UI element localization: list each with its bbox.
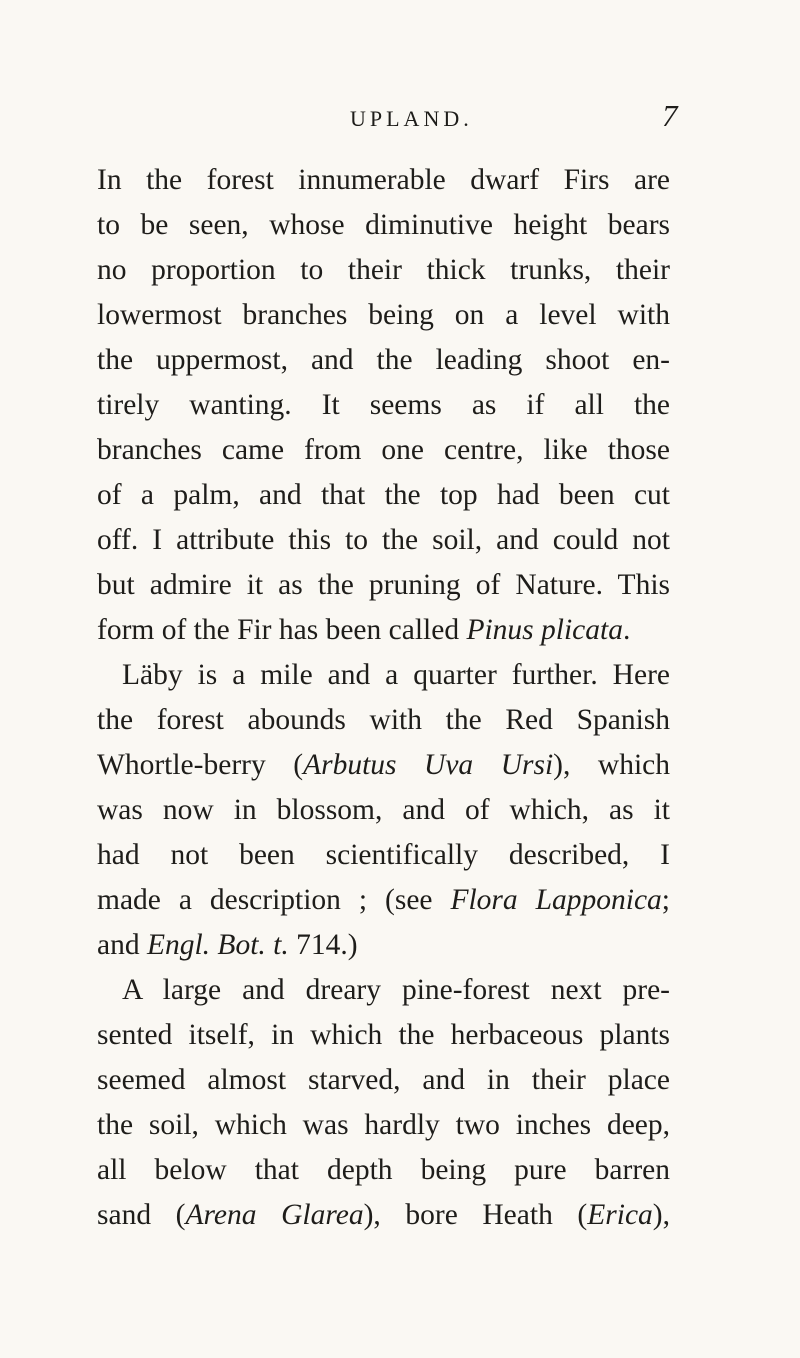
italic-term: Engl. Bot. t. <box>146 929 289 961</box>
text-line: to be seen, whose diminutive height bears <box>97 209 670 241</box>
running-head <box>0 92 800 142</box>
text-line: form of the Fir has been called Pinus plicata. <box>97 614 631 646</box>
running-head-title: UPLAND. <box>350 106 473 131</box>
text-line: sand (Arena Glarea), bore Heath (Erica), <box>97 1199 670 1231</box>
text-line: In the forest innumerable dwarf Firs are <box>97 164 670 196</box>
text-line: and Engl. Bot. t. 714.) <box>97 929 358 961</box>
text-line: no proportion to their thick trunks, their <box>97 254 670 286</box>
italic-term: Erica <box>587 1199 653 1231</box>
text-line: of a palm, and that the top had been cut <box>97 479 670 511</box>
italic-term: Flora Lapponica <box>450 884 662 916</box>
text-line: branches came from one centre, like those <box>97 434 670 466</box>
text-line: A large and dreary pine-forest next pre- <box>122 974 670 1006</box>
text-line: Whortle-berry (Arbutus Uva Ursi), which <box>97 749 670 781</box>
text-line: lowermost branches being on a level with <box>97 299 670 331</box>
text-line: the uppermost, and the leading shoot en- <box>97 344 670 376</box>
text-line: the forest abounds with the Red Spanish <box>97 704 670 736</box>
text-line: but admire it as the pruning of Nature. This <box>97 569 670 601</box>
text-line: sented itself, in which the herbaceous plants <box>97 1019 670 1051</box>
text-line: tirely wanting. It seems as if all the <box>97 389 670 421</box>
italic-term: Pinus plicata <box>466 614 623 646</box>
italic-term: Arbutus Uva Ursi <box>303 749 554 781</box>
text-line: made a description ; (see Flora Lapponica; <box>97 884 670 916</box>
text-line: all below that depth being pure barren <box>97 1154 670 1186</box>
text-line: had not been scientifically described, I <box>97 839 670 871</box>
text-line: Läby is a mile and a quarter further. Here <box>122 659 670 691</box>
italic-term: Arena Glarea <box>185 1199 364 1231</box>
text-line: seemed almost starved, and in their place <box>97 1064 670 1096</box>
text-line: off. I attribute this to the soil, and could not <box>97 524 670 556</box>
page-number: 7 <box>662 98 678 133</box>
text-line: the soil, which was hardly two inches deep, <box>97 1109 670 1141</box>
text-line: was now in blossom, and of which, as it <box>97 794 670 826</box>
